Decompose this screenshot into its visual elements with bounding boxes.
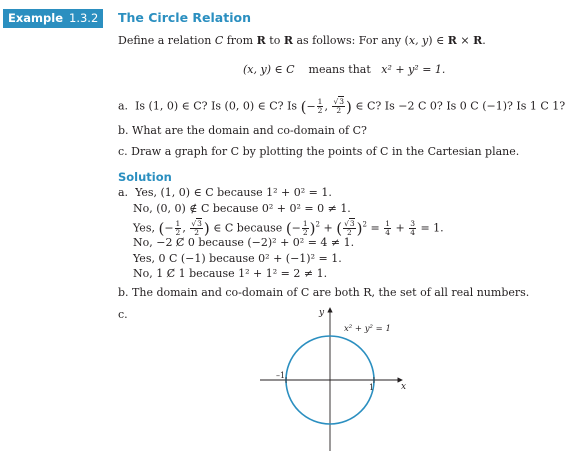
- solution-a1: Yes, (1, 0) ∈ C because 1² + 0² = 1.: [135, 186, 332, 199]
- definition-means: means that: [308, 63, 371, 76]
- question-b: b. What are the domain and co-domain of C?: [118, 124, 367, 137]
- solution-a-line6: No, 1 C̸ 1 because 1² + 1² = 2 ≠ 1.: [133, 267, 328, 280]
- solution-a-line2: No, (0, 0) ∉ C because 0² + 0² = 0 ≠ 1.: [133, 202, 351, 215]
- solution-a3-yes: Yes,: [133, 221, 155, 235]
- solution-a-line5: Yes, 0 C (−1) because 0² + (−1)² = 1.: [133, 252, 342, 265]
- intro-part: ×: [456, 34, 474, 47]
- definition-display: [243, 63, 445, 77]
- example-word: Example: [8, 11, 63, 25]
- solution-a3-mid: ∈ C because: [213, 221, 283, 235]
- question-a-part2: ∈ C? Is −2 C 0? Is 0 C (−1)? Is 1 C 1?: [355, 99, 565, 113]
- question-a-label: a.: [118, 99, 129, 113]
- example-title: The Circle Relation: [118, 10, 251, 25]
- solution-a3-end: = 1.: [420, 221, 444, 235]
- y-axis-label: y: [319, 308, 325, 318]
- intro-text: [118, 34, 486, 48]
- question-a-part1: Is (1, 0) ∈ C? Is (0, 0) ∈ C? Is: [135, 99, 298, 113]
- solution-a-label: a.: [118, 186, 129, 199]
- example-label: [3, 9, 103, 28]
- pos-one-label: 1: [369, 383, 375, 392]
- intro-part: to: [265, 34, 284, 47]
- reals-symbol: R: [473, 34, 483, 47]
- solution-c-label: c.: [118, 308, 128, 321]
- question-c: c. Draw a graph for C by plotting the points of C in the Cartesian plane.: [118, 145, 520, 158]
- intro-part: ) ∈: [428, 34, 448, 47]
- pair-variables: x, y: [408, 34, 429, 47]
- intro-part: .: [482, 34, 486, 47]
- solution-a-line4: No, −2 C̸ 0 because (−2)² + 0² = 4 ≠ 1.: [133, 236, 355, 249]
- definition-lhs: (x, y) ∈ C: [243, 63, 295, 76]
- neg-one-label: –1: [276, 371, 286, 380]
- solution-a-line1: [118, 186, 332, 200]
- solution-heading: Solution: [118, 170, 172, 184]
- question-a: [118, 98, 565, 115]
- definition-rhs: x² + y² = 1.: [381, 63, 446, 76]
- example-number: 1.3.2: [69, 11, 99, 25]
- x-axis-label: x: [401, 382, 407, 392]
- solution-a-line3: Yes, (− $\frac{1}{2}$ , $\frac{√3}{2}$ ) ∈ C because (− $\frac{1}{2}$ )$^2$ + ( $\frac{√3}{2}$ )$^2$ = $\frac{1}{4}$ + $\frac{3}{4}$ = 1.: [133, 219, 444, 238]
- unit-circle-graph: [255, 303, 415, 453]
- relation-symbol: C: [214, 34, 224, 47]
- solution-b: b. The domain and co-domain of C are both R, the set of all real numbers.: [118, 286, 530, 299]
- reals-symbol: R: [283, 34, 293, 47]
- intro-part: Define a relation: [118, 34, 215, 47]
- equation-label: x² + y² = 1: [344, 324, 391, 334]
- reals-symbol: R: [447, 34, 457, 47]
- reals-symbol: R: [256, 34, 266, 47]
- fraction-pair: (− $\frac{1}{2}$ , $\frac{√3}{2}$ ): [300, 97, 352, 116]
- intro-part: from: [223, 34, 257, 47]
- intro-part: as follows: For any (: [292, 34, 409, 47]
